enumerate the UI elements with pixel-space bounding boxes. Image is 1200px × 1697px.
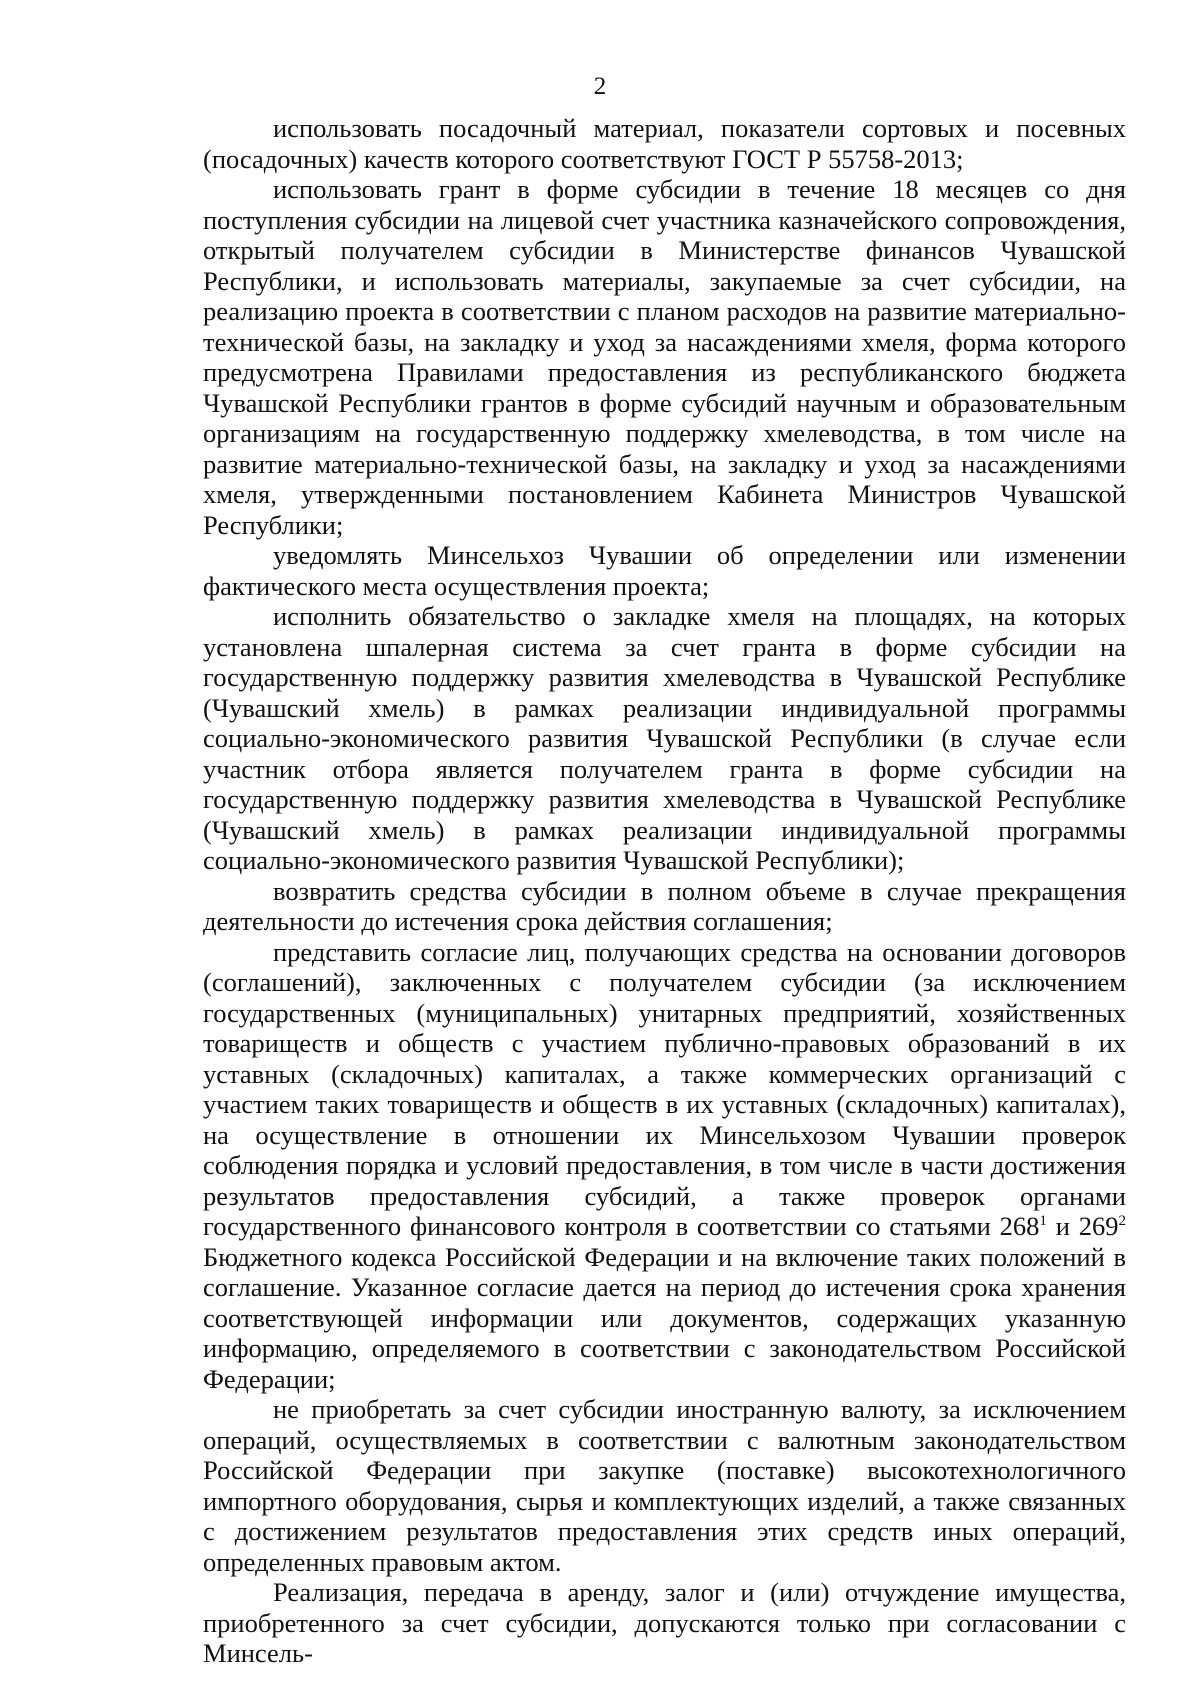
- consent-text-part3: Бюджетного кодекса Российской Федерации и на включение таких положений в соглашение. Указанное согласие дается на период до истечения срока хранения соответствующей информации или документов, содержащих указанную информацию, определяемого в соответствии с законодательством Российской Федерации;: [203, 1241, 1126, 1394]
- paragraph-property-disposal: Реализация, передача в аренду, залог и (или) отчуждение имущества, приобретенного за счет субсидии, допускаются только при согласовании с Минсель-: [203, 1577, 1126, 1668]
- article-superscript-1: 1: [1039, 1213, 1047, 1230]
- document-body: [203, 113, 1126, 1669]
- paragraph-grant-usage: использовать грант в форме субсидии в течение 18 месяцев со дня поступления субсидии на лицевой счет участника казначейского сопровождения, открытый получателем субсидии в Министерстве финансов Чувашской Республики, и использовать материалы, закупаемые за счет субсидии, на реализацию проекта в соответствии с планом расходов на развитие материально-технической базы, на закладку и уход за насаждениями хмеля, форма которого предусмотрена Правилами предоставления из республиканского бюджета Чувашской Республики грантов в форме субсидий научным и образовательным организациям на государственную поддержку хмелеводства, в том числе на развитие материально-технической базы, на закладку и уход за насаждениями хмеля, утвержденными постановлением Кабинета Министров Чувашской Республики;: [203, 174, 1126, 540]
- paragraph-hop-planting-obligation: исполнить обязательство о закладке хмеля на площадях, на которых установлена шпалерная система за счет гранта в форме субсидии на государственную поддержку развития хмелеводства в Чувашской Республике (Чувашский хмель) в рамках реализации индивидуальной программы социально-экономического развития Чувашской Республики (в случае если участник отбора является получателем гранта в форме субсидии на государственную поддержку развития хмелеводства в Чувашской Республике (Чувашский хмель) в рамках реализации индивидуальной программы социально-экономического развития Чувашской Республики);: [203, 601, 1126, 875]
- paragraph-foreign-currency: не приобретать за счет субсидии иностранную валюту, за исключением операций, осуществляемых в соответствии с валютным законодательством Российской Федерации при закупке (поставке) высокотехнологичного импортного оборудования, сырья и комплектующих изделий, а также связанных с достижением результатов предоставления этих средств иных операций, определенных правовым актом.: [203, 1394, 1126, 1577]
- article-superscript-2: 2: [1118, 1213, 1126, 1230]
- consent-text-part2: и 269: [1046, 1211, 1119, 1241]
- consent-text-part1: представить согласие лиц, получающих средства на основании договоров (соглашений), заключенных с получателем субсидии (за исключением государственных (муниципальных) унитарных предприятий, хозяйственных товариществ и обществ с участием публично-правовых образований в их уставных (складочных) капиталах, а также коммерческих организаций с участием таких товариществ и обществ в их уставных (складочных) капиталах), на осуществление в отношении их Минсельхозом Чувашии проверок соблюдения порядка и условий предоставления, в том числе в части достижения результатов предоставления субсидий, а также проверок органами государственного финансового контроля в соответствии со статьями 268: [203, 936, 1126, 1241]
- paragraph-notify-ministry: уведомлять Минсельхоз Чувашии об определении или изменении фактического места осуществления проекта;: [203, 540, 1126, 601]
- page-number: 2: [593, 73, 607, 100]
- paragraph-return-funds: возвратить средства субсидии в полном объеме в случае прекращения деятельности до истечения срока действия соглашения;: [203, 875, 1126, 936]
- paragraph-consent-inspections: [203, 937, 1126, 1395]
- paragraph-planting-material: использовать посадочный материал, показатели сортовых и посевных (посадочных) качеств которого соответствуют ГОСТ Р 55758-2013;: [203, 113, 1126, 174]
